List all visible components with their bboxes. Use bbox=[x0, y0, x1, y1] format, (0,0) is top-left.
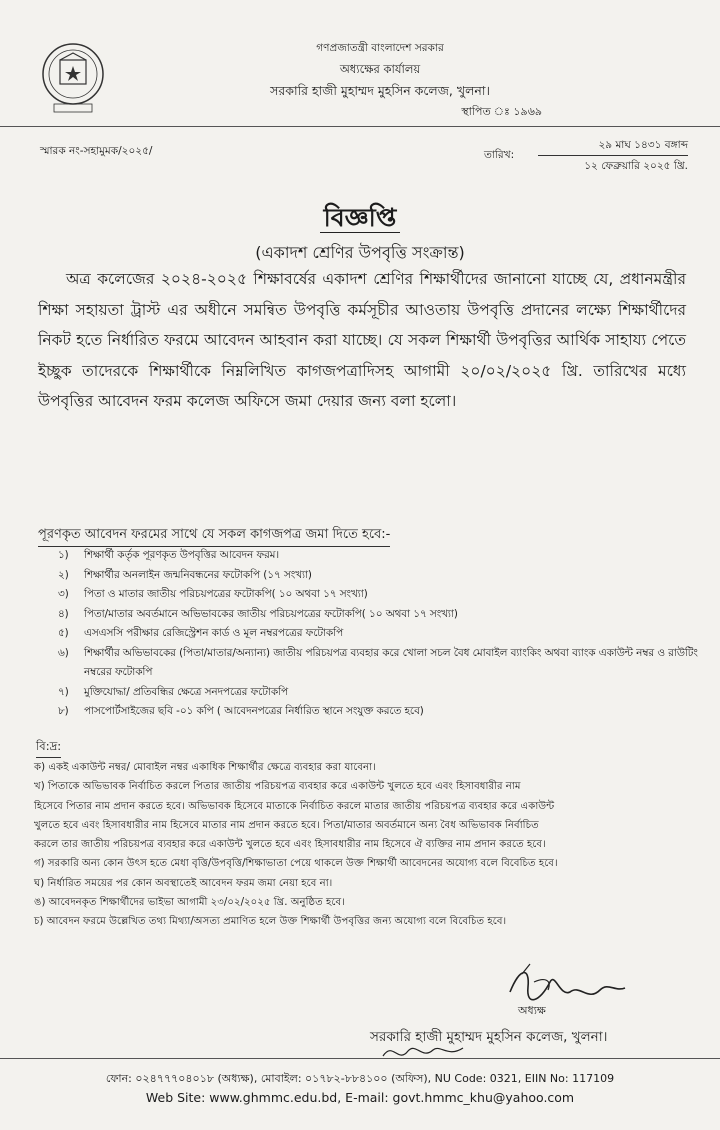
college-logo-emblem bbox=[40, 42, 106, 114]
signatory-org: সরকারি হাজী মুহাম্মদ মুহসিন কলেজ, খুলনা। bbox=[370, 1029, 608, 1045]
footer-divider bbox=[0, 1058, 720, 1059]
date-english: ১২ ফেব্রুয়ারি ২০২৫ খ্রি. bbox=[584, 160, 688, 172]
note-line: হিসেবে পিতার নাম প্রদান করতে হবে। অভিভাবক হিসেবে মাতাকে নির্বাচিত করলে মাতার জাতীয় পরিচয়পত্র ব্যবহার করে একাউন্ট bbox=[34, 800, 555, 812]
notes-list bbox=[34, 758, 694, 932]
documents-list bbox=[58, 546, 698, 722]
list-item: ৩) পিতা ও মাতার জাতীয় পরিচয়পত্রের ফটোকপি( ১০ অথবা ১৭ সংখ্যা) bbox=[58, 588, 368, 600]
date-block bbox=[538, 136, 688, 175]
list-item: ১) শিক্ষার্থী কর্তৃক পূরণকৃত উপবৃত্তির আবেদন ফরম। bbox=[58, 549, 280, 561]
list-item: ৮) পাসপোর্টসাইজের ছবি -০১ কপি ( আবেদনপত্রের নির্ধারিত স্থানে সংযুক্ত করতে হবে) bbox=[58, 705, 424, 717]
office-name: অধ্যক্ষের কার্যালয় bbox=[339, 62, 421, 76]
note-line: করলে তার জাতীয় পরিচয়পত্র ব্যবহার করে একাউন্ট খুলতে হবে এবং হিসাবধারীর নাম হিসেবে ঐ ব্যক্তির নাম প্রদান করতে হবে। bbox=[34, 839, 546, 851]
notice-title-text: বিজ্ঞপ্তি bbox=[320, 203, 401, 233]
initial-signature bbox=[378, 1036, 468, 1066]
letterhead bbox=[190, 38, 570, 122]
date-bangla: ২৯ মাঘ ১৪৩১ বঙ্গাব্দ bbox=[598, 139, 688, 151]
signatory-role: অধ্যক্ষ bbox=[518, 1004, 546, 1017]
notice-title bbox=[0, 198, 720, 241]
established-year: স্থাপিত ঃ ১৯৬৯ bbox=[461, 105, 542, 118]
list-item: ৪) পিতা/মাতার অবর্তমানে অভিভাবকের জাতীয় পরিচয়পত্রের ফটোকপি( ১০ অথবা ১৭ সংখ্যা) bbox=[58, 607, 458, 620]
memo-number: স্মারক নং-সহামুমক/২০২৫/ bbox=[40, 145, 153, 157]
notice-subtitle: (একাদশ শ্রেণির উপবৃত্তি সংক্রান্ত) bbox=[255, 243, 465, 262]
date-label: তারিখ: bbox=[484, 149, 515, 161]
list-item: ৬) শিক্ষার্থীর অভিভাবকের (পিতা/মাতার/অন্যান্য) জাতীয় পরিচয়পত্র ব্যবহার করে খোলা সচল বৈধ মোবাইল ব্যাংকিং অথবা ব্যাংক একাউন্ট নম্বর ও রাউটিং নম্বরের ফটোকপি bbox=[58, 646, 698, 678]
date-separator bbox=[538, 155, 688, 156]
list-item: ২) শিক্ষার্থীর অনলাইন জন্মনিবন্ধনের ফটোকপি (১৭ সংখ্যা) bbox=[58, 568, 312, 581]
footer-web: Web Site: www.ghmmc.edu.bd, E-mail: govt.hmmc_khu@yahoo.com bbox=[145, 1090, 575, 1105]
note-line: ঙ) আবেদনকৃত শিক্ষার্থীদের ভাইভা আগামী ২৩/০২/২০২৫ খ্রি. অনুষ্ঠিত হবে। bbox=[34, 897, 345, 909]
list-item: ৫) এসএসসি পরীক্ষার রেজিস্ট্রেশন কার্ড ও মূল নম্বরপত্রের ফটোকপি bbox=[58, 627, 344, 639]
note-line: ঘ) নির্ধারিত সময়ের পর কোন অবস্থাতেই আবেদন ফরম জমা নেয়া হবে না। bbox=[34, 877, 333, 889]
note-line: খুলতে হবে এবং হিসাবধারীর নাম হিসেবে মাতার নাম প্রদান করতে হবে। পিতা/মাতার অবর্তমানে অন্য বৈধ অভিভাবক নির্বাচিত bbox=[34, 819, 539, 831]
footer-contact: ফোন: ০২৪৭৭৭০৪০১৮ (অধ্যক্ষ), মোবাইল: ০১৭৮২-৮৮৪১০০ (অফিস), NU Code: 0321, EIIN No: 117109 bbox=[105, 1072, 615, 1085]
college-name: সরকারি হাজী মুহাম্মদ মুহসিন কলেজ, খুলনা। bbox=[270, 83, 490, 98]
documents-heading: পূরণকৃত আবেদন ফরমের সাথে যে সকল কাগজপত্র জমা দিতে হবে:- bbox=[38, 525, 390, 547]
notes-heading: বি:দ্র: bbox=[36, 738, 61, 758]
note-line: ক) একই একাউন্ট নম্বর/ মোবাইল নম্বর একাধিক শিক্ষার্থীর ক্ষেত্রে ব্যবহার করা যাবেনা। bbox=[34, 762, 376, 773]
note-line: গ) সরকারি অন্য কোন উৎস হতে মেধা বৃত্তি/উপবৃত্তি/শিক্ষাভাতা পেয়ে থাকলে উক্ত শিক্ষার্থী আবেদনের অযোগ্য বলে বিবেচিত হবে। bbox=[34, 858, 558, 870]
govt-name: গণপ্রজাতন্ত্রী বাংলাদেশ সরকার bbox=[316, 42, 444, 54]
header-divider bbox=[0, 126, 720, 127]
list-item: ৭) মুক্তিযোদ্ধা/ প্রতিবন্ধির ক্ষেত্রে সনদপত্রের ফটোকপি bbox=[58, 685, 289, 698]
note-line: খ) পিতাকে অভিভাবক নির্বাচিত করলে পিতার জাতীয় পরিচয়পত্র ব্যবহার করে একাউন্ট খুলতে হবে এবং হিসাবধারীর নাম bbox=[34, 781, 521, 793]
notice-body: অত্র কলেজের ২০২৪-২০২৫ শিক্ষাবর্ষের একাদশ শ্রেণির শিক্ষার্থীদের জানানো যাচ্ছে যে, প্রধানমন্ত্রীর শিক্ষা সহায়তা ট্রাস্ট এর অধীনে সমন্বিত উপবৃত্তি কর্মসূচীর আওতায় উপবৃত্তি প্রদানের লক্ষ্যে শিক্ষার্থীদের নিকট হতে নির্ধারিত ফরমে আবেদন আহবান করা যাচ্ছে। যে সকল শিক্ষার্থী উপবৃত্তির আর্থিক সাহায্য পেতে ইচ্ছুক তাদেরকে শিক্ষার্থীকে নিম্নলিখিত কাগজপত্রাদিসহ আগামী ২০/০২/২০২৫ খ্রি. তারিখের মধ্যে উপবৃত্তির আবেদন ফরম কলেজ অফিসে জমা দেয়ার জন্য বলা হলো। bbox=[38, 270, 686, 410]
note-line: চ) আবেদন ফরমে উল্লেখিত তথ্য মিথ্যা/অসত্য প্রমাণিত হলে উক্ত শিক্ষার্থী উপবৃত্তির জন্য অযোগ্য বলে বিবেচিত হবে। bbox=[34, 916, 507, 928]
